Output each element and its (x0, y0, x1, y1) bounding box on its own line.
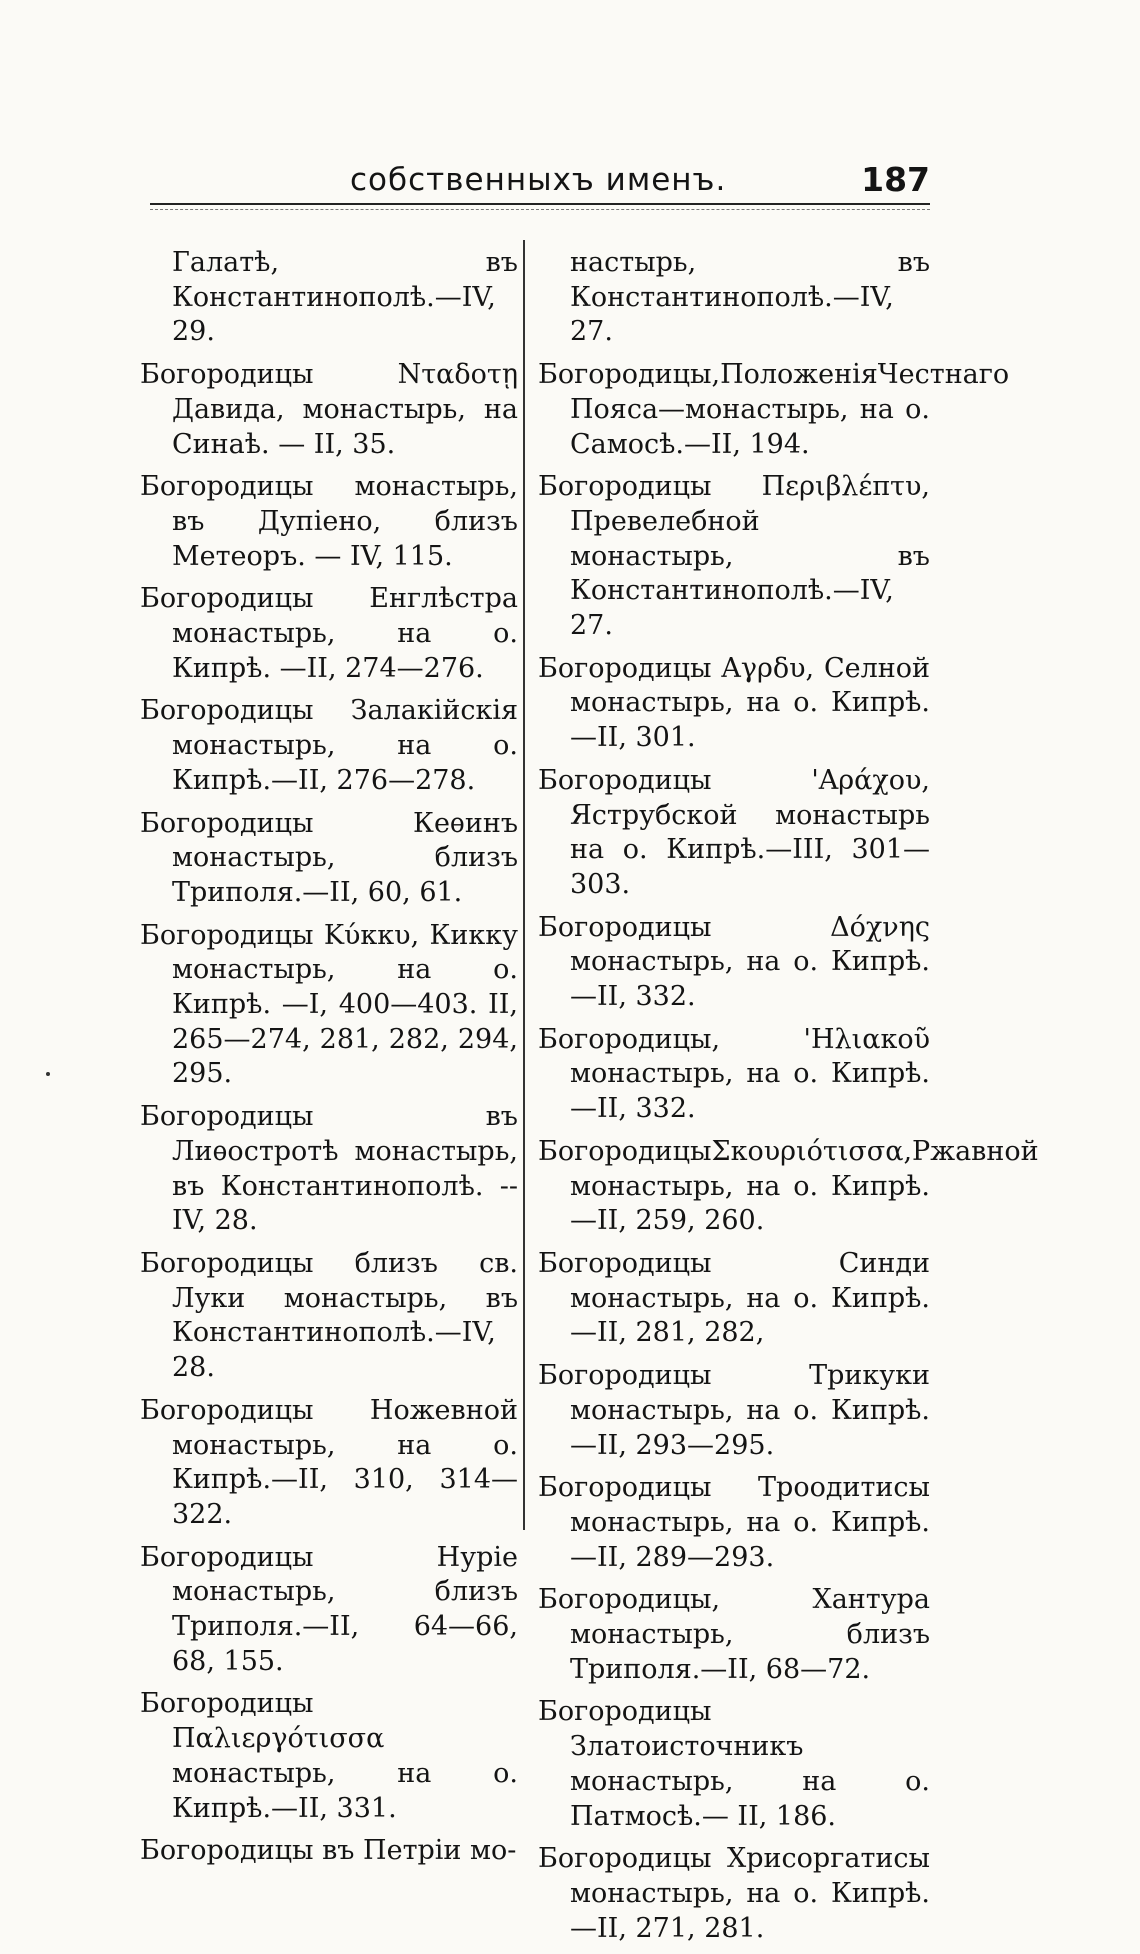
index-entry: Богородицы Троодитисы монастырь, на о. Кипрѣ.—II, 289—293. (538, 1472, 930, 1573)
index-entry: Богородицы монастырь, въ Дупіено, близъ Метеоръ. — IV, 115. (140, 471, 518, 572)
index-entry: Богородицы Трикуки монастырь, на о. Кипрѣ.—II, 293—295. (538, 1360, 930, 1461)
index-entry: Богородицы, 'Ηλιακοῦ монастырь, на о. Кипрѣ.—II, 332. (538, 1023, 930, 1125)
index-entry: Богородицы Кеѳинъ монастырь, близъ Триполя.—II, 60, 61. (140, 807, 518, 908)
running-header (150, 162, 930, 208)
left-column (140, 246, 518, 1877)
index-entry: Богородицы въ Петріи мо- (140, 1835, 517, 1867)
header-title: собственныхъ именъ. (350, 162, 727, 198)
index-entry: БогородицыΣκουριότισσα,Ржавной монастырь, на о. Кипрѣ. —II, 259, 260. (538, 1135, 1039, 1237)
index-entry: Богородицы Златоисточникъ монастырь, на о. Патмосѣ.— II, 186. (538, 1696, 930, 1832)
ink-speck (46, 1072, 50, 1076)
index-entry: Богородицы близъ св. Луки монастырь, въ Константинополѣ.—IV, 28. (140, 1247, 518, 1384)
page-number: 187 (861, 160, 930, 199)
header-rule (150, 203, 930, 205)
index-entry: Богородицы Νταδοτῃ Давида, монастырь, на Синаѣ. — II, 35. (140, 359, 518, 460)
index-entry: Богородицы Хрисоргатисы монастырь, на о. Кипрѣ.—II, 271, 281. (538, 1843, 930, 1944)
index-entry: Богородицы Δόχνης монастырь, на о. Кипрѣ.—II, 332. (538, 911, 930, 1013)
index-entry: Богородицы 'Αράχου, Яструбской монастырь на о. Кипрѣ.—III, 301—303. (538, 764, 930, 900)
index-entry: Богородицы Енглѣстра монастырь, на о. Кипрѣ. —II, 274—276. (140, 583, 518, 684)
index-entry: Богородицы Περιβλέπτυ, Превелебной монастырь, въ Константинополѣ.—IV, 27. (538, 471, 930, 642)
index-entry: Богородицы Κύκκυ, Кикку монастырь, на о. Кипрѣ. —I, 400—403. II, 265—274, 281, 282, 294, 295. (140, 919, 518, 1090)
column-divider (523, 240, 525, 1530)
index-entry: Богородицы Αγρδυ, Селной монастырь, на о. Кипрѣ.—II, 301. (538, 652, 930, 754)
index-entry: Богородицы Нуріе монастырь, близъ Триполя.—II, 64—66, 68, 155. (140, 1541, 518, 1677)
index-entry: Богородицы Залакійскія монастырь, на о. Кипрѣ.—II, 276—278. (140, 695, 518, 796)
index-entry: Богородицы Ножевной монастырь, на о. Кипрѣ.—II, 310, 314—322. (140, 1394, 518, 1530)
index-entry: Богородицы Παλιεργότισσα монастырь, на о. Кипрѣ.—II, 331. (140, 1688, 518, 1824)
right-column (538, 246, 1039, 1954)
index-entry: Галатѣ, въ Константинополѣ.—IV, 29. (172, 247, 518, 348)
index-entry: Богородицы въ Лиѳостротѣ монастырь, въ Константинополѣ. --IV, 28. (140, 1101, 518, 1237)
index-entry: Богородицы Синди монастырь, на о. Кипрѣ.—II, 281, 282, (538, 1247, 930, 1349)
index-entry: Богородицы,ПоложенiяЧестнаго Пояса—монастырь, на о. Самосѣ.—II, 194. (538, 359, 1010, 460)
header-dashed-rule (150, 209, 930, 210)
index-entry: настырь, въ Константинополѣ.—IV, 27. (570, 247, 930, 348)
index-entry: Богородицы, Хантура монастырь, близъ Триполя.—II, 68—72. (538, 1584, 930, 1685)
